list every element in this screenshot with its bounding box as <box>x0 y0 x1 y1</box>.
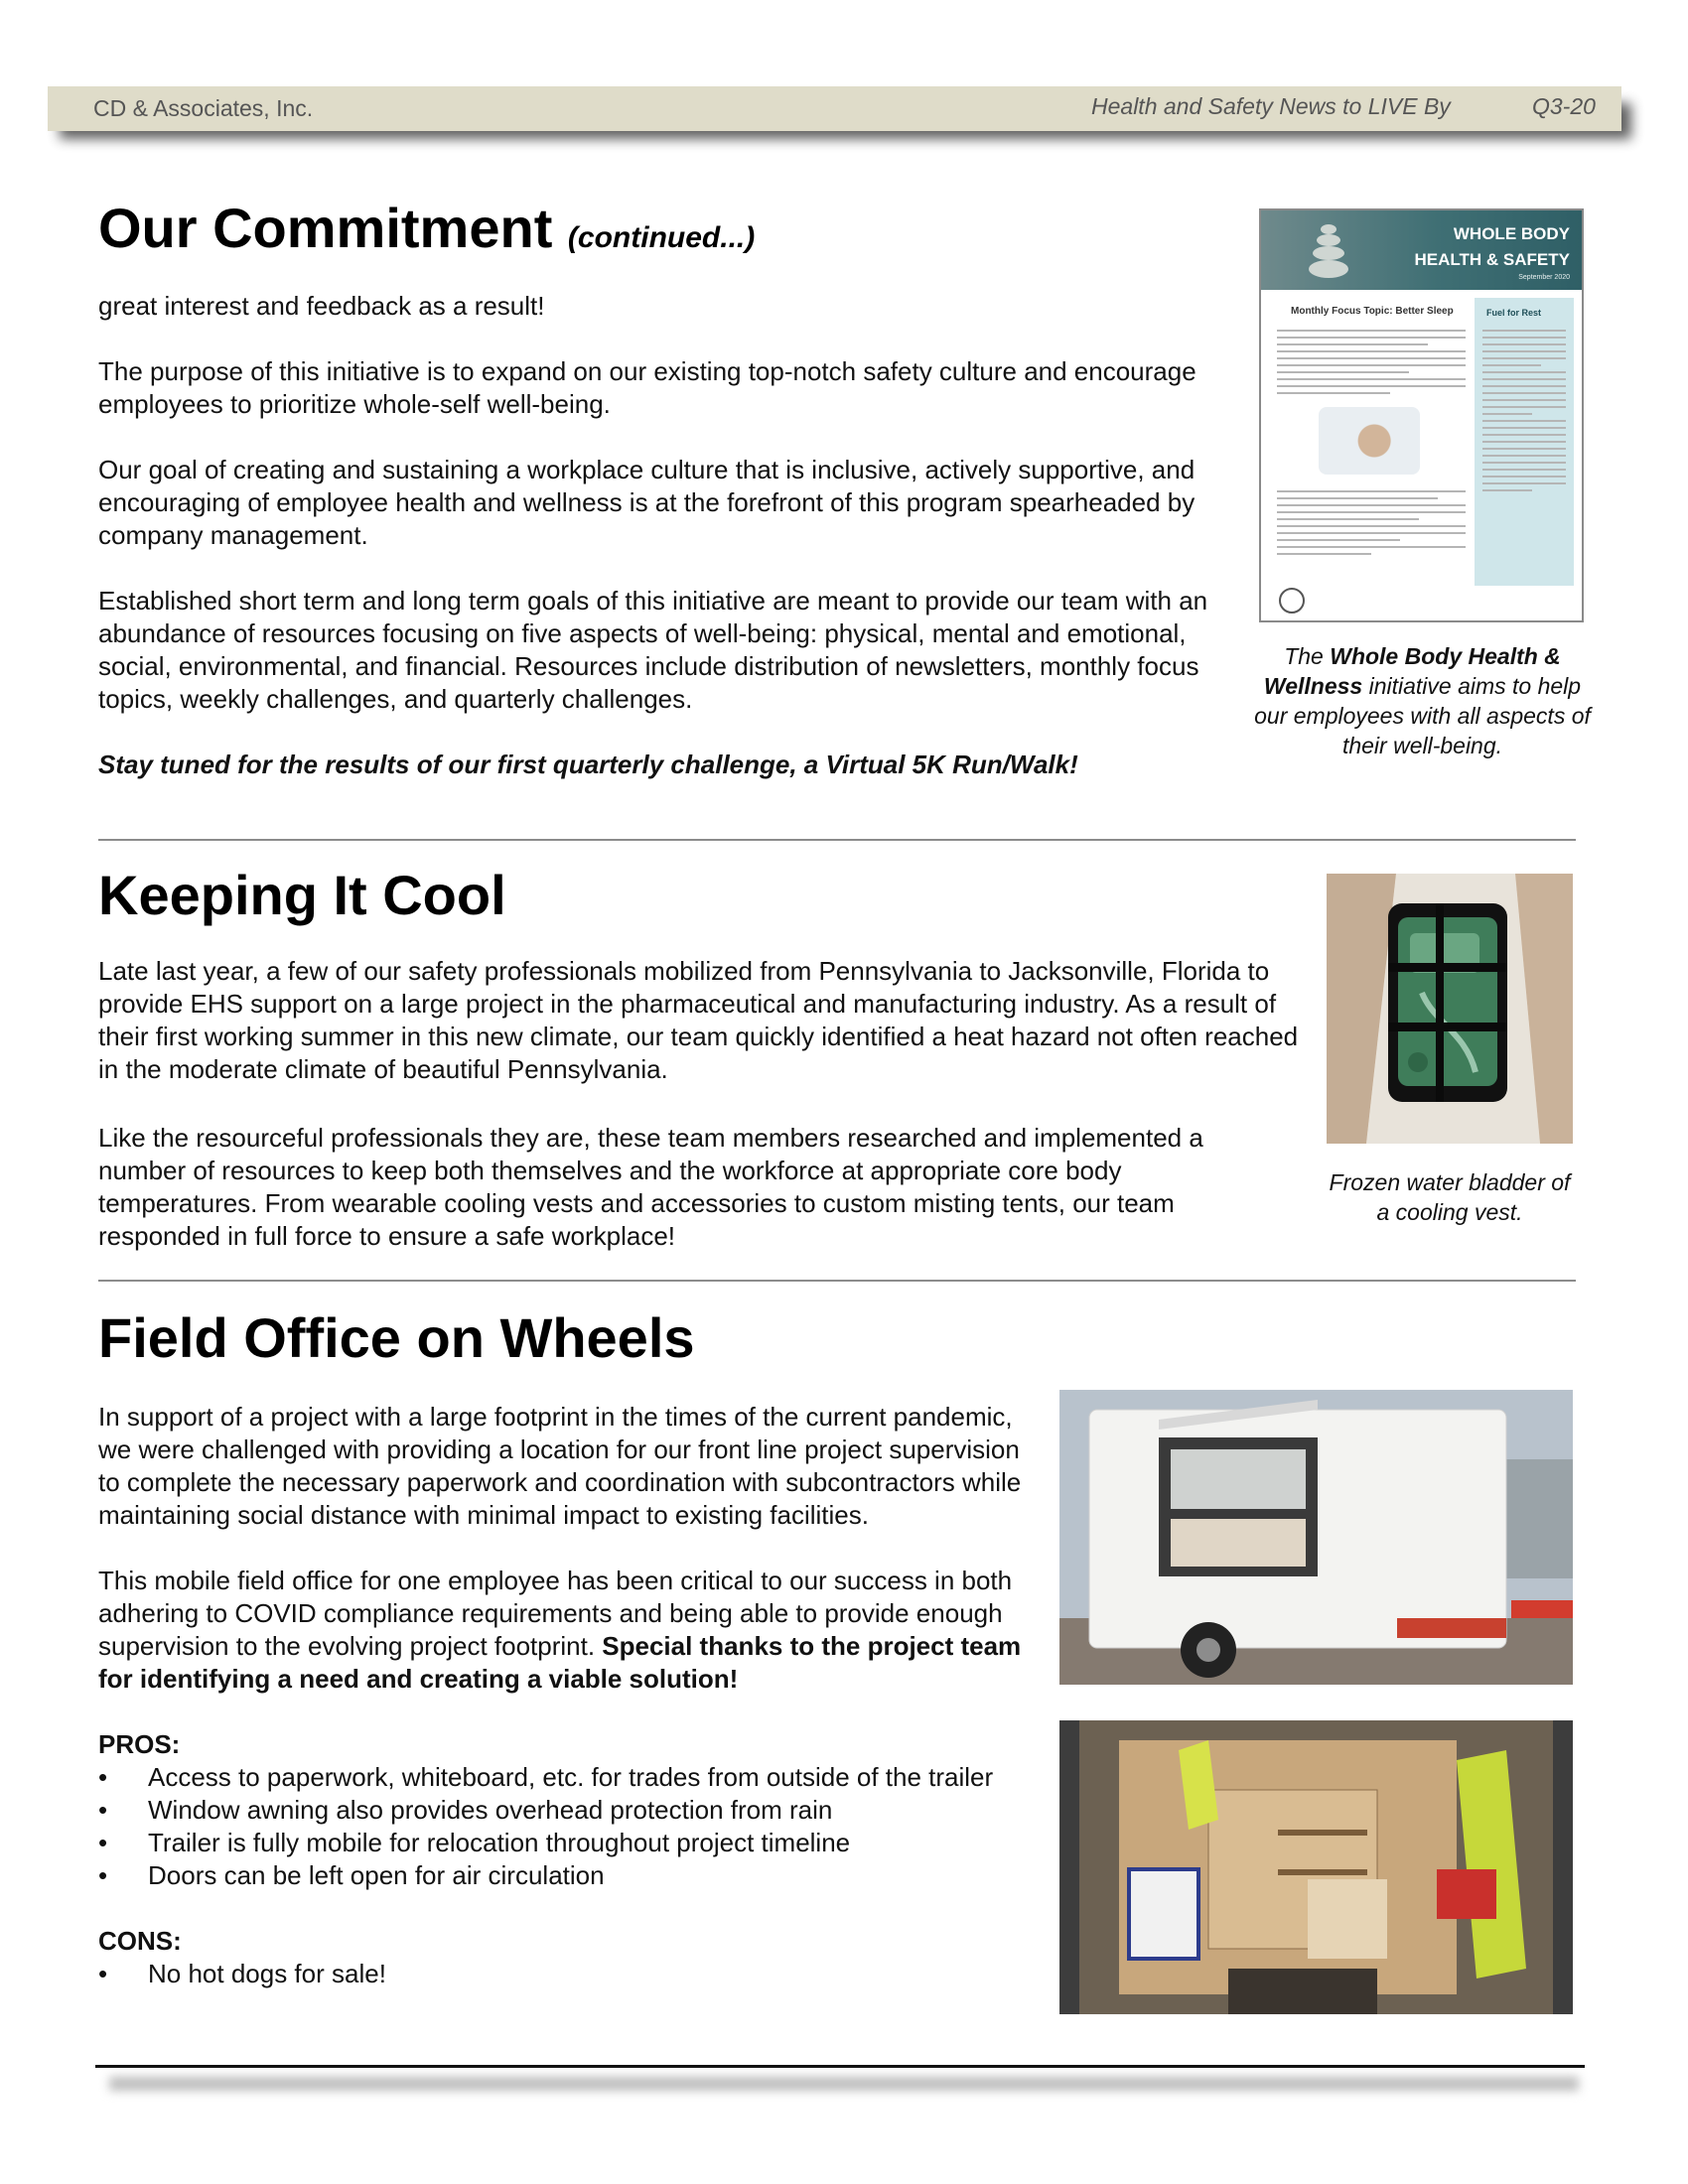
footer-rule <box>95 2065 1585 2068</box>
sleeping-cat-picture <box>1319 407 1420 475</box>
newsletter-caption <box>1246 641 1599 760</box>
newsletter-name: Health and Safety News to LIVE By <box>1091 93 1451 119</box>
field-p2 <box>98 1565 1042 1696</box>
commitment-section <box>98 199 1230 268</box>
continued-label: (continued...) <box>567 221 756 254</box>
commitment-p3: Our goal of creating and sustaining a workplace culture that is inclusive, actively supportive, and encouraging of employee health and wellness is at the forefront of this program spearheaded by company management. <box>98 455 1196 550</box>
commitment-title <box>98 199 1230 268</box>
field-p1: In support of a project with a large footprint in the times of the current pandemic, we were challenged with providing a location for our front line project supervision to complete the necessary paperwork and coordination with subcontractors while maintaining social distance with minimal impact to existing facilities. <box>98 1402 1022 1530</box>
pros-item-text: Trailer is fully mobile for relocation throughout project timeline <box>148 1828 851 1857</box>
cooling-vest-drawing <box>1327 874 1573 1144</box>
commitment-p4: Established short term and long term goals of this initiative are meant to provide our team with an abundance of resources focusing on five aspects of well-being: physical, mental and emotional, social, environmental, and financial. Resources include distribution of newsletters, monthly focus topics, weekly challenges, and quarterly challenges. <box>98 586 1208 714</box>
newsletter-title-line1: WHOLE BODY <box>1453 224 1570 243</box>
pros-label: PROS: <box>98 1729 181 1759</box>
commitment-p1: great interest and feedback as a result! <box>98 291 545 321</box>
bullet: • <box>98 1860 108 1890</box>
cool-title: Keeping It Cool <box>98 864 506 926</box>
issue-quarter: Q3-20 <box>1532 93 1596 119</box>
caption-text-post: initiative aims to help our employees with all aspects of their well-being. <box>1254 673 1591 758</box>
newsletter-banner <box>1261 210 1582 290</box>
cool-body <box>98 955 1320 1086</box>
page-header <box>48 86 1621 131</box>
cool-p2: Like the resourceful professionals they are, these team members researched and implemented a number of resources to keep both themselves and the workforce at appropriate core body temperatures. From wearable cooling vests and accessories to custom misting tents, our team responded in full force to ensure a safe workplace! <box>98 1123 1203 1251</box>
commitment-p5: Stay tuned for the results of our first quarterly challenge, a Virtual 5K Run/Walk! <box>98 750 1078 779</box>
sidebar-title: Fuel for Rest <box>1486 308 1542 318</box>
trailer-interior-drawing <box>1059 1720 1573 2014</box>
cons-label: CONS: <box>98 1926 182 1956</box>
bullet: • <box>98 1959 108 1988</box>
trailer-exterior-drawing <box>1059 1390 1573 1685</box>
commitment-body <box>98 290 1230 781</box>
cool-p1: Late last year, a few of our safety professionals mobilized from Pennsylvania to Jacksonville, Florida to provide EHS support on a large project in the pharmaceutical and manufacturing industry. As a result of their first working summer in this new climate, our team quickly identified a heat hazard not often reached in the moderate climate of beautiful Pennsylvania. <box>98 956 1299 1084</box>
commitment-title-text: Our Commitment <box>98 197 553 259</box>
newsletter-title-line2: HEALTH & SAFETY <box>1414 250 1570 269</box>
newsletter-date: September 2020 <box>1518 274 1570 281</box>
field-section <box>98 1308 695 1368</box>
company-name: CD & Associates, Inc. <box>93 95 314 121</box>
cool-body-2 <box>98 1122 1250 1253</box>
list-item <box>98 1859 1042 1892</box>
footer-shadow <box>109 2077 1579 2091</box>
field-title: Field Office on Wheels <box>98 1306 695 1369</box>
section-divider-1 <box>98 839 1576 841</box>
pros-list <box>98 1761 1042 1892</box>
list-item <box>98 1794 1042 1827</box>
newsletter-thumbnail-image <box>1259 208 1584 622</box>
newsletter-text-lines-2 <box>1277 490 1466 560</box>
list-item <box>98 1827 1042 1859</box>
stacked-stones-icon <box>1309 224 1348 282</box>
newsletter-text-lines <box>1277 330 1466 399</box>
bullet: • <box>98 1762 108 1792</box>
section-divider-2 <box>98 1280 1576 1282</box>
cons-item-text: No hot dogs for sale! <box>148 1959 386 1988</box>
field-p2-bold: Special thanks to the project team for identifying a need and creating a viable solution! <box>98 1631 1022 1694</box>
pros-item-text: Doors can be left open for air circulation <box>148 1860 605 1890</box>
field-p2-normal: This mobile field office for one employee has been critical to our success in both adhering to COVID compliance requirements and being able to provide enough supervision to the evolving project footprint. <box>98 1566 1013 1661</box>
newsletter-sidebar <box>1475 298 1574 586</box>
list-item <box>98 1958 1042 1990</box>
pros-item-text: Access to paperwork, whiteboard, etc. for trades from outside of the trailer <box>148 1762 994 1792</box>
pros-item-text: Window awning also provides overhead protection from rain <box>148 1795 833 1825</box>
list-item <box>98 1761 1042 1794</box>
caption-text-bold: Whole Body Health & Wellness <box>1263 643 1561 699</box>
bullet: • <box>98 1828 108 1857</box>
cooling-vest-photo <box>1327 874 1573 1144</box>
caption-text-pre: The <box>1284 643 1331 669</box>
sidebar-text-lines <box>1482 330 1566 496</box>
cool-section <box>98 866 506 925</box>
field-body <box>98 1401 1042 1990</box>
commitment-p2: The purpose of this initiative is to expand on our existing top-notch safety culture and encourage employees to prioritize whole-self well-being. <box>98 356 1196 419</box>
bullet: • <box>98 1795 108 1825</box>
trailer-exterior-photo <box>1059 1390 1573 1685</box>
cons-list <box>98 1958 1042 1990</box>
alarm-clock-icon <box>1279 588 1305 614</box>
trailer-interior-photo <box>1059 1720 1573 2014</box>
newsletter-focus-topic: Monthly Focus Topic: Better Sleep <box>1291 306 1454 317</box>
vest-caption: Frozen water bladder of a cooling vest. <box>1329 1169 1571 1225</box>
